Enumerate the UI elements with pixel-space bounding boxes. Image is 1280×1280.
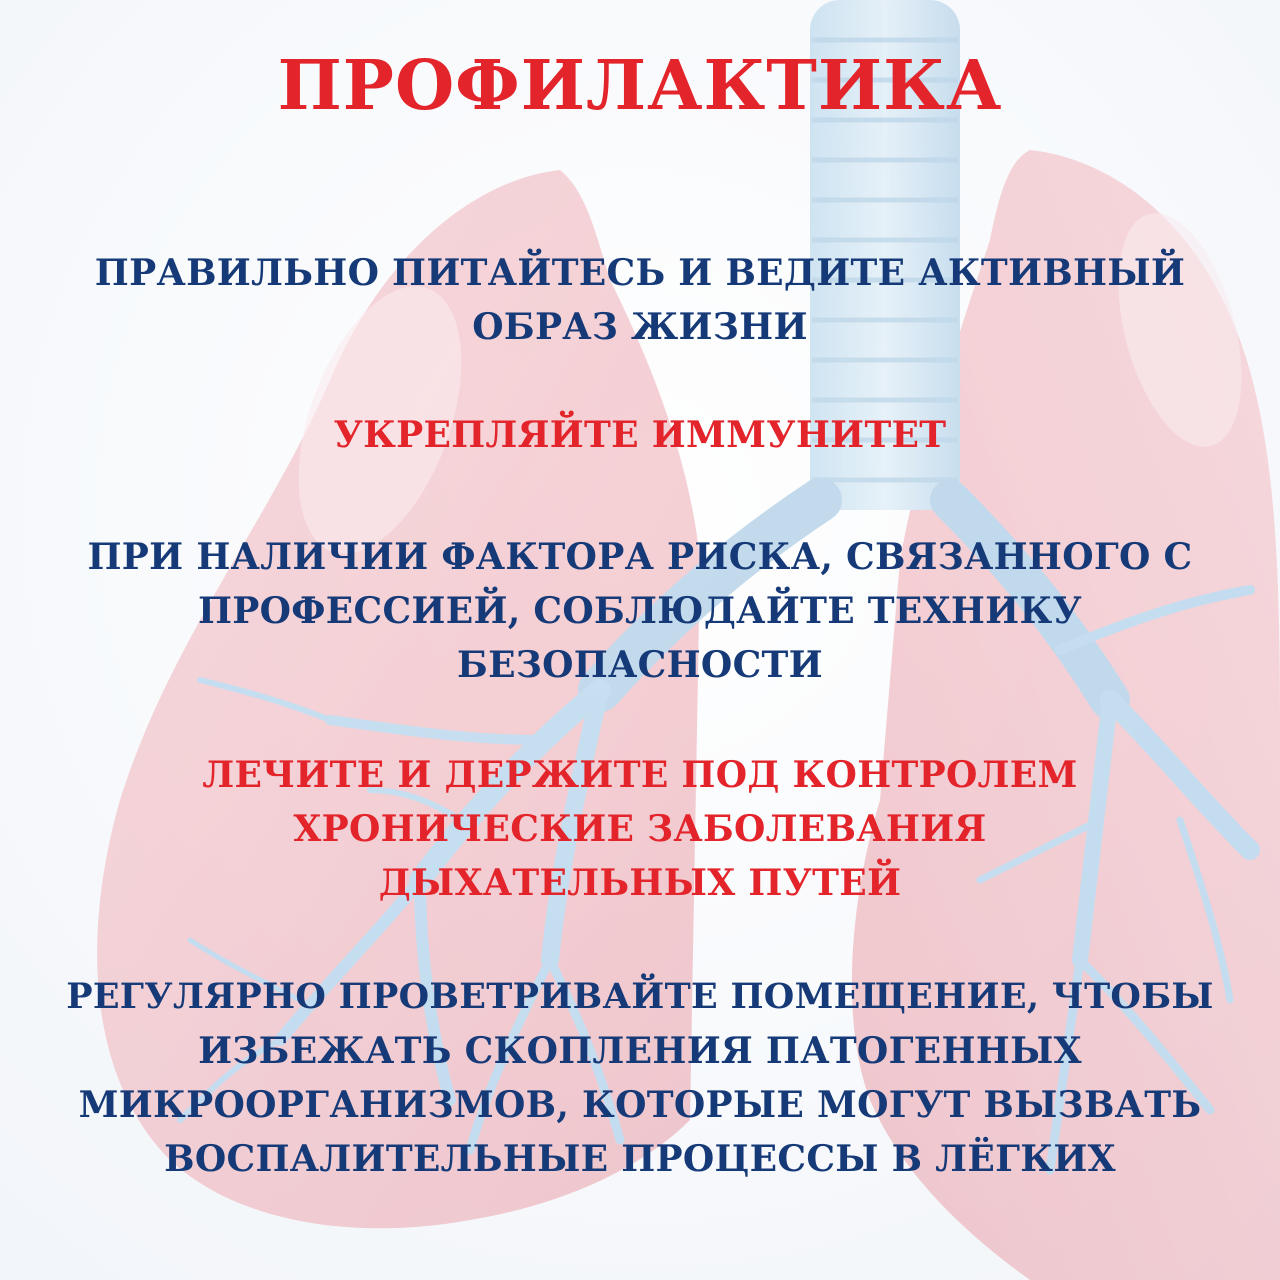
tip-line: ВОСПАЛИТЕЛЬНЫЕ ПРОЦЕССЫ В ЛЁГКИХ: [164, 1138, 1116, 1180]
tip-line: МИКРООРГАНИЗМОВ, КОТОРЫЕ МОГУТ ВЫЗВАТЬ: [78, 1084, 1202, 1126]
tip-line: ХРОНИЧЕСКИЕ ЗАБОЛЕВАНИЯ: [293, 808, 987, 850]
tip-line: ИЗБЕЖАТЬ СКОПЛЕНИЯ ПАТОГЕННЫХ: [198, 1030, 1082, 1072]
tip-line: РЕГУЛЯРНО ПРОВЕТРИВАЙТЕ ПОМЕЩЕНИЕ, ЧТОБЫ: [66, 976, 1214, 1017]
tip-occupational-safety: [60, 530, 1220, 692]
tip-line: ПРИ НАЛИЧИИ ФАКТОРА РИСКА, СВЯЗАННОГО С: [87, 536, 1193, 578]
tip-line: ОБРАЗ ЖИЗНИ: [472, 306, 808, 348]
tip-chronic-diseases: [60, 748, 1220, 910]
tip-healthy-lifestyle: [60, 246, 1220, 354]
tip-line: ЛЕЧИТЕ И ДЕРЖИТЕ ПОД КОНТРОЛЕМ: [202, 754, 1078, 796]
tip-line: БЕЗОПАСНОСТИ: [457, 644, 823, 686]
tip-line: ДЫХАТЕЛЬНЫХ ПУТЕЙ: [378, 862, 902, 904]
tip-ventilation: [60, 970, 1220, 1186]
tip-line: ПРАВИЛЬНО ПИТАЙТЕСЬ И ВЕДИТЕ АКТИВНЫЙ: [94, 252, 1186, 294]
tip-line: УКРЕПЛЯЙТЕ ИММУНИТЕТ: [333, 414, 947, 456]
page-title: ПРОФИЛАКТИКА: [277, 46, 1003, 126]
tip-line: ПРОФЕССИЕЙ, СОБЛЮДАЙТЕ ТЕХНИКУ: [197, 590, 1083, 632]
tip-immunity: [60, 408, 1220, 462]
